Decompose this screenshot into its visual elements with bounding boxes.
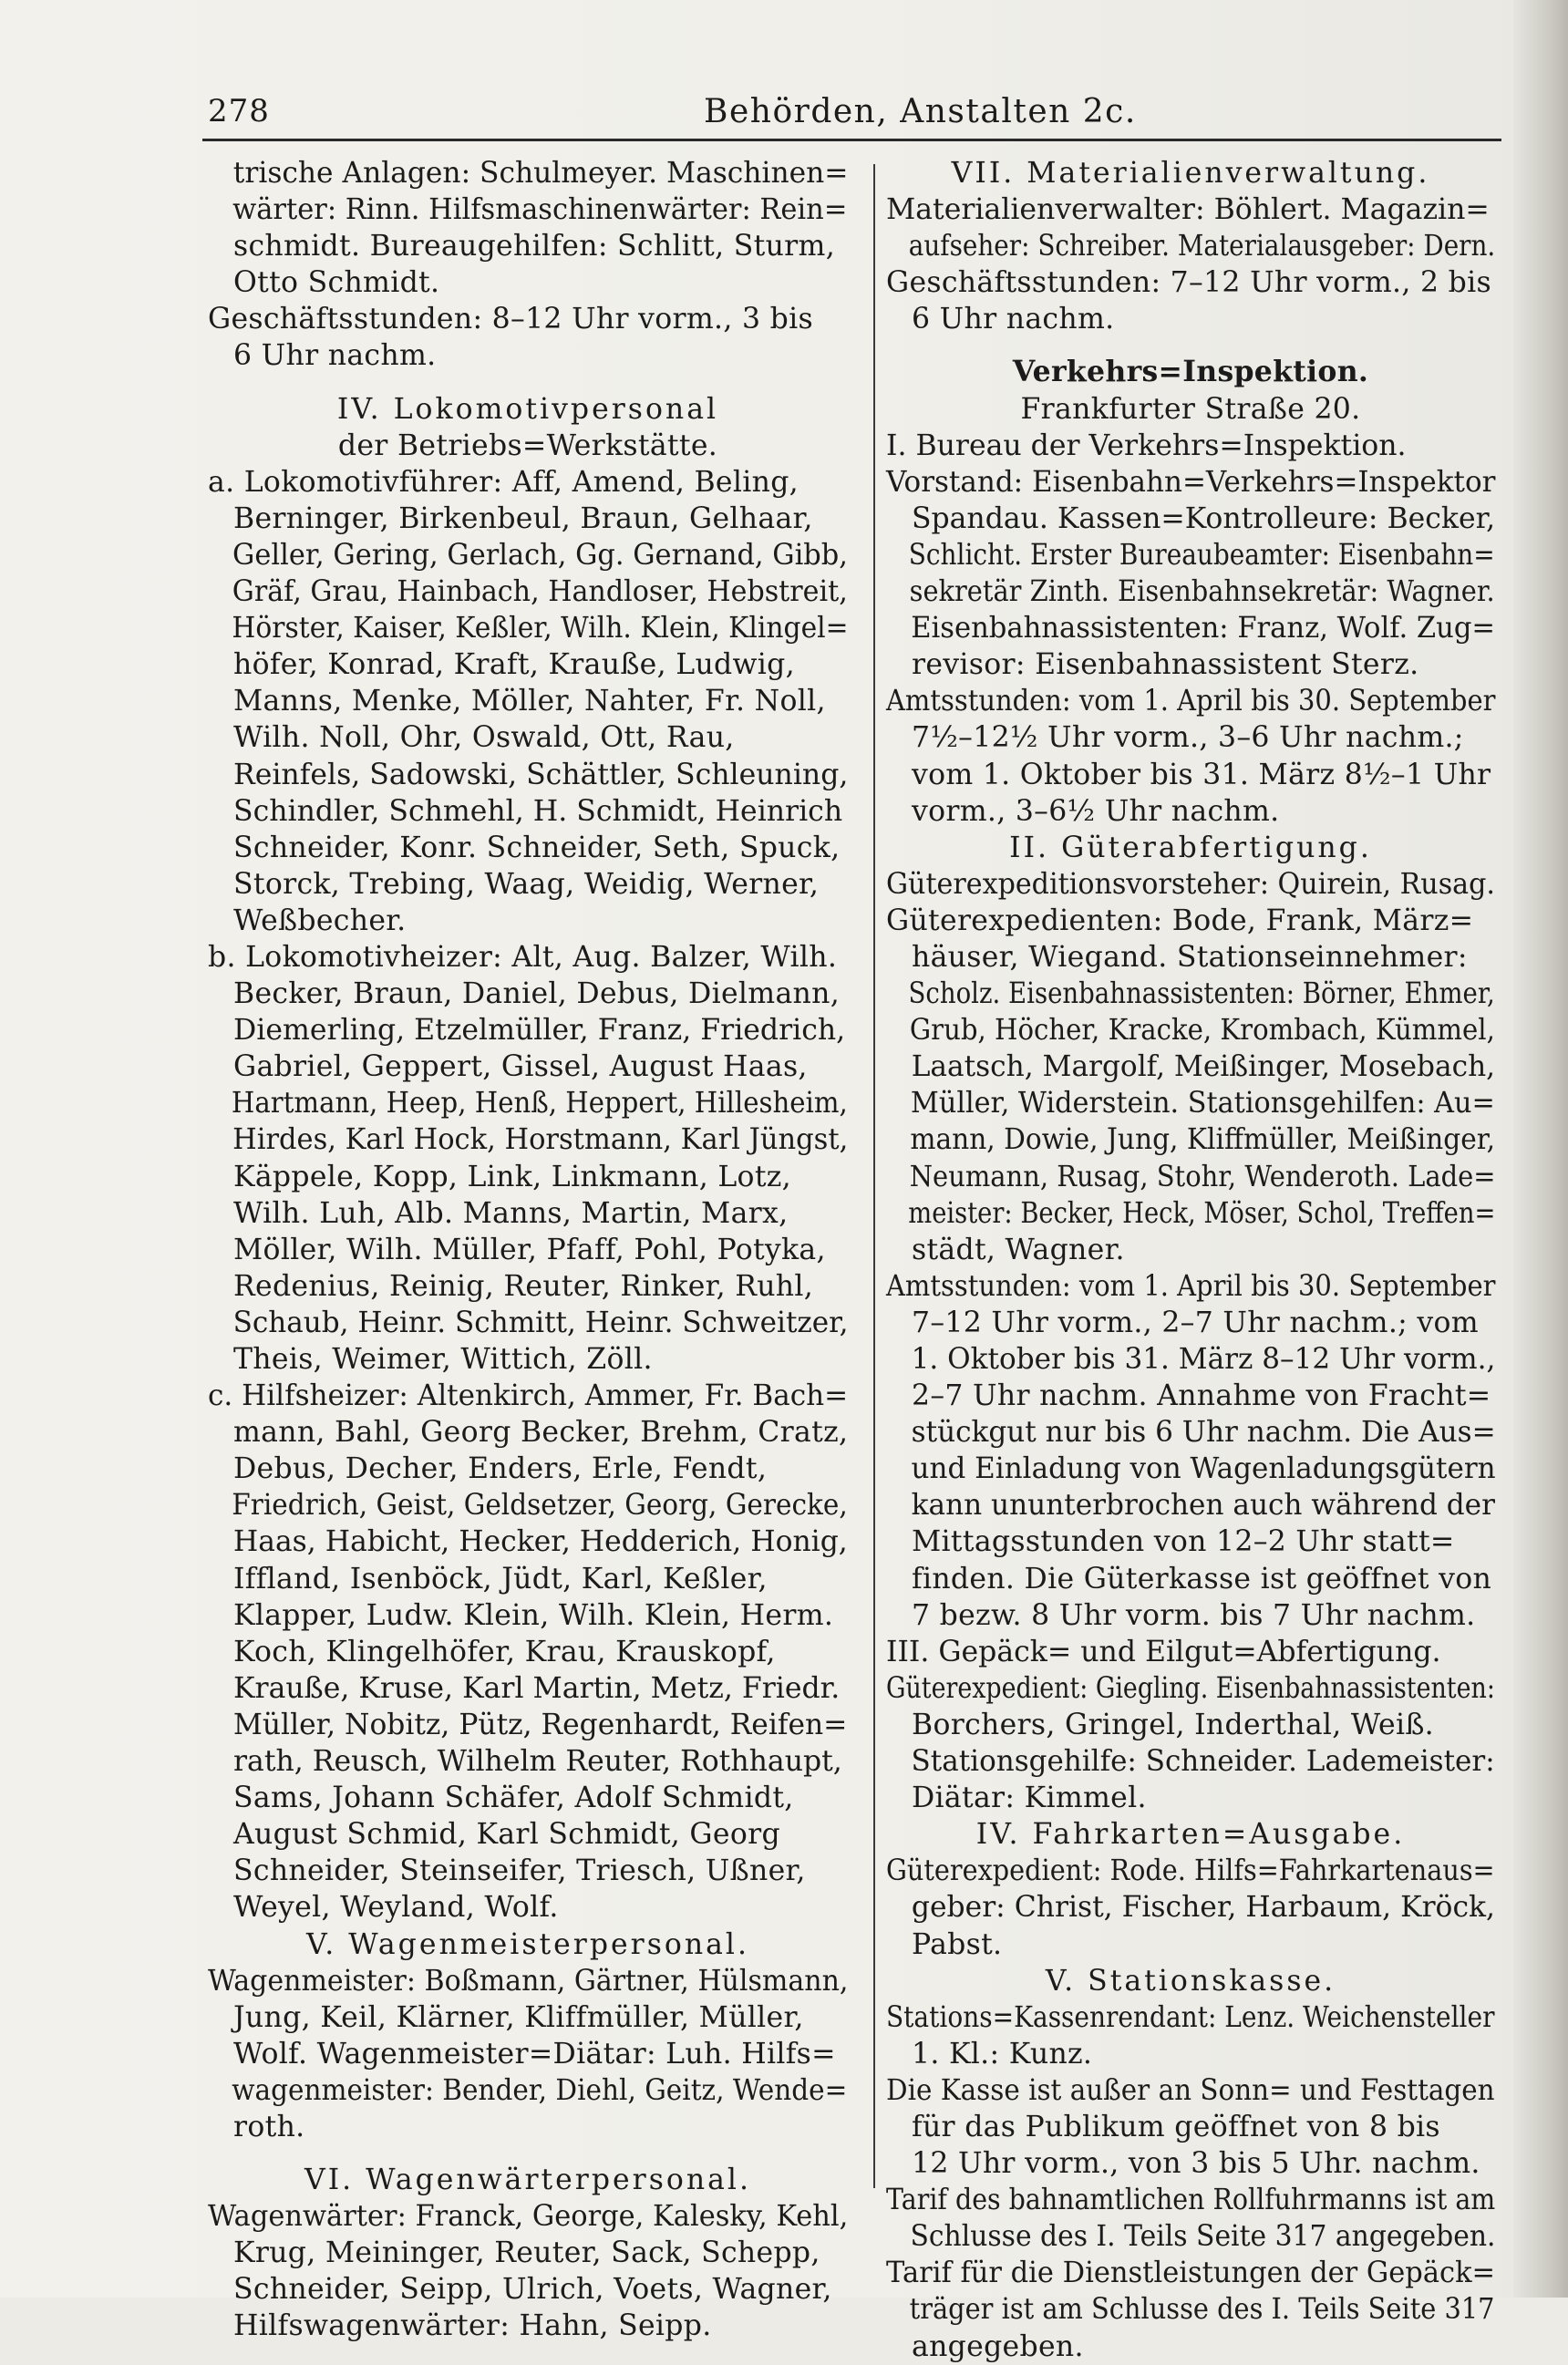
right-column-line: für das Publikum geöffnet von 8 bis	[912, 2110, 1440, 2143]
right-column-line: Spandau. Kassen=Kontrolleure: Becker,	[911, 501, 1496, 535]
left-column-line: Geschäftsstunden: 8–12 Uhr vorm., 3 bis	[208, 303, 813, 336]
right-column-line: Die Kasse ist außer an Sonn= und Festtagen	[886, 2073, 1495, 2107]
right-column-line: vom 1. Oktober bis 31. März 8½–1 Uhr	[912, 758, 1491, 791]
left-column-line: VI. Wagenwärterpersonal.	[304, 2164, 752, 2197]
right-column-line: Schlusse des I. Teils Seite 317 angegeben.	[910, 2220, 1496, 2254]
right-column-line: 12 Uhr vorm., von 3 bis 5 Uhr. nachm.	[912, 2147, 1480, 2181]
left-column-line: c. Hilfsheizer: Altenkirch, Ammer, Fr. Bach=	[208, 1379, 849, 1413]
left-column-line: Hartmann, Heep, Henß, Heppert, Hillesheim,	[231, 1087, 848, 1121]
right-column-line: Eisenbahnassistenten: Franz, Wolf. Zug=	[911, 612, 1496, 645]
right-column-line: Materialienverwalter: Böhlert. Magazin=	[886, 193, 1490, 227]
left-column-line: Weßbecher.	[233, 904, 407, 937]
header-rule	[202, 139, 1501, 141]
right-column-line: VII. Materialienverwaltung.	[951, 157, 1430, 190]
left-column-line: Hirdes, Karl Hock, Horstmann, Karl Jüngst,	[232, 1123, 849, 1157]
left-column-line: August Schmid, Karl Schmidt, Georg	[233, 1818, 780, 1852]
right-column-line: 7½–12½ Uhr vorm., 3–6 Uhr nachm.;	[912, 721, 1464, 755]
left-column-line: wärter: Rinn. Hilfsmaschinenwärter: Rein=	[232, 193, 848, 227]
left-column-line: Wilh. Luh, Alb. Manns, Martin, Marx,	[233, 1196, 789, 1230]
right-column-line: Geschäftsstunden: 7–12 Uhr vorm., 2 bis	[886, 266, 1491, 300]
right-column-line: mann, Dowie, Jung, Kliffmüller, Meißinger,	[910, 1123, 1496, 1157]
left-column-line: Möller, Wilh. Müller, Pfaff, Pohl, Potyka,	[233, 1233, 826, 1266]
right-column-line	[886, 337, 1495, 354]
right-column-line: Müller, Widerstein. Stationsgehilfen: Au=	[910, 1087, 1495, 1121]
left-column-line: Friedrich, Geist, Geldsetzer, Georg, Gerecke,	[232, 1489, 848, 1523]
left-column-line: Hilfswagenwärter: Hahn, Seipp.	[233, 2309, 712, 2343]
left-column-line: Storck, Trebing, Waag, Weidig, Werner,	[233, 867, 820, 901]
left-column	[208, 155, 848, 2345]
right-column-line: angegeben.	[912, 2329, 1084, 2363]
right-column-line: Güterexpedient: Rode. Hilfs=Fahrkartenaus=	[886, 1854, 1495, 1888]
right-column-line: Scholz. Eisenbahnassistenten: Börner, Ehmer,	[908, 977, 1495, 1011]
right-column-line: 1. Kl.: Kunz.	[912, 2037, 1093, 2071]
right-column-line: Verkehrs=Inspektion.	[1012, 355, 1369, 389]
left-column-line: IV. Lokomotivpersonal	[336, 392, 719, 426]
left-column-line: Schneider, Seipp, Ulrich, Voets, Wagner,	[233, 2273, 832, 2307]
left-column-line: Manns, Menke, Möller, Nahter, Fr. Noll,	[233, 685, 826, 718]
right-column-line: Amtsstunden: vom 1. April bis 30. September	[886, 685, 1496, 718]
right-column-line: IV. Fahrkarten=Ausgabe.	[975, 1818, 1406, 1852]
right-column-line: II. Güterabfertigung.	[1009, 831, 1372, 864]
right-column-line: finden. Die Güterkasse ist geöffnet von	[912, 1562, 1492, 1596]
left-column-line: 6 Uhr nachm.	[233, 339, 437, 373]
right-column-line: III. Gepäck= und Eilgut=Abfertigung.	[886, 1635, 1441, 1668]
left-column-line: Theis, Weimer, Wittich, Zöll.	[233, 1343, 653, 1376]
right-column-line: Laatsch, Margolf, Meißinger, Mosebach,	[911, 1050, 1496, 1084]
left-column-line: Gräf, Grau, Hainbach, Handloser, Hebstreit,	[232, 575, 848, 609]
right-column-line: Borchers, Gringel, Inderthal, Weiß.	[912, 1708, 1434, 1741]
left-column-line: Koch, Klingelhöfer, Krau, Krauskopf,	[233, 1635, 776, 1668]
right-column-line: Neumann, Rusag, Stohr, Wenderoth. Lade=	[909, 1160, 1496, 1193]
left-column-line: Klapper, Ludw. Klein, Wilh. Klein, Herm.	[233, 1598, 834, 1632]
right-column-line: 1. Oktober bis 31. März 8–12 Uhr vorm.,	[911, 1343, 1496, 1376]
left-column-line: Haas, Habicht, Hecker, Hedderich, Honig,	[232, 1525, 848, 1559]
left-column-line: Geller, Gering, Gerlach, Gg. Gernand, Gibb,	[232, 538, 848, 572]
right-column-line: 7–12 Uhr vorm., 2–7 Uhr nachm.; vom	[912, 1306, 1479, 1339]
right-column-line: Grub, Höcher, Kracke, Krombach, Kümmel,	[909, 1014, 1495, 1048]
left-column-line: der Betriebs=Werkstätte.	[337, 429, 718, 462]
book-spine-shadow	[1513, 0, 1568, 2298]
right-column-line: Tarif für die Dienstleistungen der Gepäck=	[886, 2257, 1496, 2290]
left-column-line: Becker, Braun, Daniel, Debus, Dielmann,	[233, 977, 841, 1011]
left-column-line: Schneider, Steinseifer, Triesch, Ußner,	[233, 1854, 806, 1888]
left-column-line: Jung, Keil, Klärner, Kliffmüller, Müller,	[233, 2000, 804, 2034]
left-column-line: Schneider, Konr. Schneider, Seth, Spuck,	[233, 831, 841, 864]
left-column-line: Schaub, Heinr. Schmitt, Heinr. Schweitzer,	[232, 1306, 849, 1339]
left-column-line: Wagenwärter: Franck, George, Kalesky, Kehl,	[208, 2200, 849, 2234]
page-header	[201, 88, 1513, 142]
left-column-line: Otto Schmidt.	[233, 266, 440, 300]
left-column-line: rath, Reusch, Wilhelm Reuter, Rothhaupt,	[233, 1745, 842, 1779]
left-column-line	[208, 2145, 848, 2162]
left-column-line: b. Lokomotivheizer: Alt, Aug. Balzer, Wilh.	[208, 940, 838, 974]
left-column-line	[208, 375, 848, 391]
right-column-line: I. Bureau der Verkehrs=Inspektion.	[886, 429, 1407, 462]
right-column-line: städt, Wagner.	[912, 1233, 1125, 1266]
right-column-line: Amtsstunden: vom 1. April bis 30. September	[886, 1269, 1496, 1303]
right-column-line: träger ist am Schlusse des I. Teils Seite 317	[909, 2293, 1495, 2327]
right-column-line: und Einladung von Wagenladungsgütern	[911, 1452, 1496, 1486]
right-column-line: Stations=Kassenrendant: Lenz. Weichensteller	[886, 2000, 1495, 2034]
right-column-line: kann ununterbrochen auch während der	[911, 1489, 1495, 1523]
right-column-line: revisor: Eisenbahnassistent Sterz.	[912, 648, 1419, 682]
page-number: 278	[208, 93, 270, 129]
left-column-line: schmidt. Bureaugehilfen: Schlitt, Sturm,	[233, 230, 836, 263]
column-divider	[873, 164, 875, 2188]
left-column-line: Schindler, Schmehl, H. Schmidt, Heinrich	[233, 794, 843, 828]
left-column-line: Krug, Meininger, Reuter, Sack, Schepp,	[233, 2236, 820, 2270]
right-column-line: Tarif des bahnamtlichen Rollfuhrmanns ist am	[886, 2184, 1496, 2217]
left-column-line: Sams, Johann Schäfer, Adolf Schmidt,	[233, 1781, 794, 1815]
right-column-line: Güterexpeditionsvorsteher: Quirein, Rusag.	[886, 867, 1495, 901]
right-column-line: häuser, Wiegand. Stationseinnehmer:	[912, 940, 1468, 974]
right-column-line: Stationsgehilfe: Schneider. Lademeister:	[911, 1745, 1495, 1779]
left-column-line: trische Anlagen: Schulmeyer. Maschinen=	[232, 157, 849, 190]
left-column-line: Hörster, Kaiser, Keßler, Wilh. Klein, Klingel=	[232, 612, 849, 645]
left-column-line: roth.	[233, 2110, 305, 2143]
left-column-line: Diemerling, Etzelmüller, Franz, Friedrich,	[233, 1014, 846, 1048]
right-column-line: Güterexpedient: Giegling. Eisenbahnassistenten:	[886, 1671, 1495, 1705]
left-column-line: Wilh. Noll, Ohr, Oswald, Ott, Rau,	[233, 721, 735, 755]
left-column-line: Wagenmeister: Boßmann, Gärtner, Hülsmann,	[208, 1964, 849, 1998]
right-column-line: Vorstand: Eisenbahn=Verkehrs=Inspektor	[886, 465, 1496, 499]
right-column-line: 7 bezw. 8 Uhr vorm. bis 7 Uhr nachm.	[912, 1598, 1476, 1632]
right-column	[886, 155, 1495, 2365]
right-column-line: Schlicht. Erster Bureaubeamter: Eisenbahn=	[908, 538, 1495, 572]
right-column-line: meister: Becker, Heck, Möser, Schol, Treffen=	[908, 1196, 1496, 1230]
right-column-line: Diätar: Kimmel.	[912, 1781, 1147, 1815]
left-column-line: V. Wagenmeisterpersonal.	[305, 1927, 750, 1961]
left-column-line: Berninger, Birkenbeul, Braun, Gelhaar,	[233, 501, 813, 535]
right-column-line: geber: Christ, Fischer, Harbaum, Kröck,	[911, 1891, 1496, 1925]
left-column-line: mann, Bahl, Georg Becker, Brehm, Cratz,	[233, 1416, 849, 1450]
left-column-line: Käppele, Kopp, Link, Linkmann, Lotz,	[233, 1160, 791, 1193]
running-title: Behörden, Anstalten 2c.	[704, 93, 1137, 130]
right-column-line: V. Stationskasse.	[1045, 1964, 1336, 1998]
left-column-line: Gabriel, Geppert, Gissel, August Haas,	[233, 1050, 808, 1084]
right-column-line: 6 Uhr nachm.	[912, 303, 1115, 336]
left-column-line: Iffland, Isenböck, Jüdt, Karl, Keßler,	[233, 1562, 768, 1596]
left-column-line: a. Lokomotivführer: Aff, Amend, Beling,	[208, 465, 799, 499]
left-column-line: Krauße, Kruse, Karl Martin, Metz, Friedr.	[233, 1671, 841, 1705]
right-column-line: Pabst.	[912, 1927, 1003, 1961]
right-column-line: Frankfurter Straße 20.	[1020, 392, 1361, 426]
right-column-line: 2–7 Uhr nachm. Annahme von Fracht=	[912, 1379, 1491, 1413]
left-column-line: Weyel, Weyland, Wolf.	[233, 1891, 559, 1925]
left-column-line: höfer, Konrad, Kraft, Krauße, Ludwig,	[233, 648, 795, 682]
left-column-line: Reinfels, Sadowski, Schättler, Schleuning,	[233, 758, 849, 791]
right-column-line: sekretär Zinth. Eisenbahnsekretär: Wagner.	[909, 575, 1495, 609]
left-column-line: Redenius, Reinig, Reuter, Rinker, Ruhl,	[233, 1269, 814, 1303]
right-column-line: stückgut nur bis 6 Uhr nachm. Die Aus=	[911, 1416, 1496, 1450]
right-column-line: vorm., 3–6½ Uhr nachm.	[912, 794, 1280, 828]
left-column-line: wagenmeister: Bender, Diehl, Geitz, Wende=	[232, 2073, 848, 2107]
left-column-line: Müller, Nobitz, Pütz, Regenhardt, Reifen=	[232, 1708, 848, 1741]
left-column-line: Debus, Decher, Enders, Erle, Fendt,	[233, 1452, 768, 1486]
right-column-line: aufseher: Schreiber. Materialausgeber: Dern.	[908, 230, 1496, 263]
left-column-line: Wolf. Wagenmeister=Diätar: Luh. Hilfs=	[233, 2037, 836, 2071]
right-column-line: Güterexpedienten: Bode, Frank, März=	[886, 904, 1474, 937]
right-column-line: Mittagsstunden von 12–2 Uhr statt=	[912, 1525, 1455, 1559]
